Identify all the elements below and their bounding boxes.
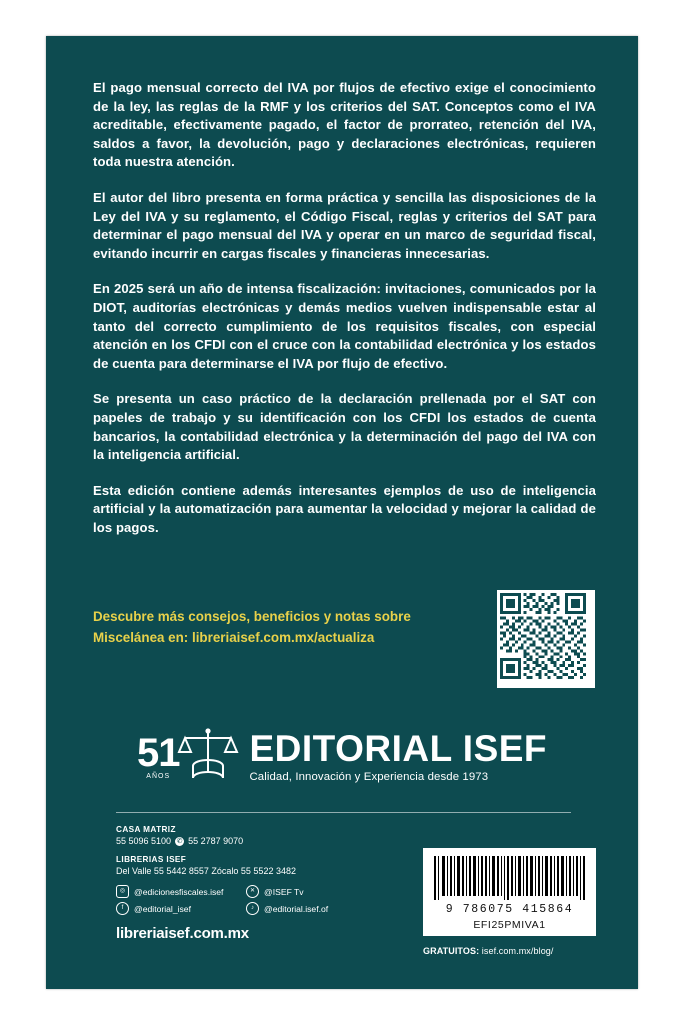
qr-code-image xyxy=(500,593,586,679)
qr-code[interactable] xyxy=(497,590,595,688)
tiktok-icon: ♪ xyxy=(246,902,259,915)
internal-code: EFI25PMIVA1 xyxy=(473,919,546,931)
cover-description-text xyxy=(93,79,596,554)
social-instagram[interactable] xyxy=(116,885,246,898)
barcode xyxy=(423,848,596,936)
social-facebook[interactable] xyxy=(116,902,246,915)
anniversary-badge xyxy=(136,731,180,780)
librerias-title: LIBRERIAS ISEF xyxy=(116,855,187,864)
website-link[interactable]: libreriaisef.com.mx xyxy=(116,925,249,942)
paragraph-2: El autor del libro presenta en forma práctica y sencilla las disposiciones de la Ley del IVA y su reglamento, el Código Fiscal, reglas y criterios del SAT para determinar el pago mensual del IVA y operar en un marco de seguridad fiscal, evitando incurrir en cargas fiscales y financieras innecesarias. xyxy=(93,189,596,261)
x-icon: ✕ xyxy=(246,885,259,898)
casa-matriz-title: CASA MATRIZ xyxy=(116,825,176,834)
scales-of-justice-icon xyxy=(177,726,239,789)
barcode-image xyxy=(431,854,588,902)
gratuitos-line xyxy=(423,946,596,956)
librerias-group xyxy=(116,855,376,877)
instagram-icon: ◎ xyxy=(116,885,129,898)
brand-name: EDITORIAL ISEF xyxy=(249,728,548,769)
social-facebook-handle: @editorial_isef xyxy=(134,903,191,914)
promo-text xyxy=(93,606,473,648)
gratuitos-url[interactable]: isef.com.mx/blog/ xyxy=(481,946,554,956)
social-x-handle: @ISEF Tv xyxy=(264,886,304,897)
casa-matriz-phone: 55 5096 5100 xyxy=(116,836,172,846)
contact-block xyxy=(116,825,376,942)
isbn-digits: 9 786075 415864 xyxy=(445,903,574,916)
paragraph-4: Se presenta un caso práctico de la declaración prellenada por el SAT con papeles de trabajo y su identificación con los CFDI los estados de cuenta bancarios, la contabilidad electrónica y la determinación del pago del IVA con la inteligencia artificial. xyxy=(93,391,596,463)
casa-matriz-group xyxy=(116,825,376,847)
social-tiktok[interactable] xyxy=(246,902,366,915)
publisher-logo xyxy=(46,726,638,789)
social-x[interactable] xyxy=(246,885,366,898)
footer-divider xyxy=(116,812,571,813)
librerias-lines: Del Valle 55 5442 8557 Zócalo 55 5522 3482 xyxy=(116,866,296,876)
paragraph-1: El pago mensual correcto del IVA por flujos de efectivo exige el conocimiento de la ley, las reglas de la RMF y los criterios del SAT. Conceptos como el IVA acreditable, efectivamente pagado, el factor de prorrateo, retención del IVA, saldos a favor, la devolución, pago y declaraciones electrónicas, requieren toda nuestra atención. xyxy=(93,80,596,170)
brand-text xyxy=(249,730,547,785)
anniversary-label: AÑOS xyxy=(146,773,171,780)
barcode-block xyxy=(423,848,596,956)
casa-matriz-phones xyxy=(116,835,376,847)
paragraph-3: En 2025 será un año de intensa fiscalización: invitaciones, comunicados por la DIOT, auditorías electrónicas y demás medios vuelven indispensable estar al tanto del correcto cumplimiento de los requisitos fiscales, con especial atención en los CFDI con el cruce con la contabilidad electrónica y los estados de cuenta para determinarse el IVA por flujo de efectivo. xyxy=(93,281,596,371)
anniversary-number: 51 xyxy=(136,731,180,775)
casa-matriz-whatsapp: 55 2787 9070 xyxy=(188,836,244,846)
facebook-icon: f xyxy=(116,902,129,915)
promo-line-1: Descubre más consejos, beneficios y notas sobre xyxy=(93,609,411,624)
gratuitos-label: GRATUITOS: xyxy=(423,946,480,956)
whatsapp-icon: ✆ xyxy=(176,837,183,845)
brand-tagline: Calidad, Innovación y Experiencia desde 1973 xyxy=(249,771,489,783)
social-list xyxy=(116,885,376,915)
social-instagram-handle: @edicionesfiscales.isef xyxy=(134,886,224,897)
book-cover xyxy=(46,36,638,989)
paragraph-5: Esta edición contiene además interesantes ejemplos de uso de inteligencia artificial y la automatización para aumentar la velocidad y mejorar la calidad de los pagos. xyxy=(93,482,596,535)
social-tiktok-handle: @editorial.isef.of xyxy=(264,903,329,914)
promo-line-2[interactable]: Miscelánea en: libreriaisef.com.mx/actualiza xyxy=(93,630,375,645)
